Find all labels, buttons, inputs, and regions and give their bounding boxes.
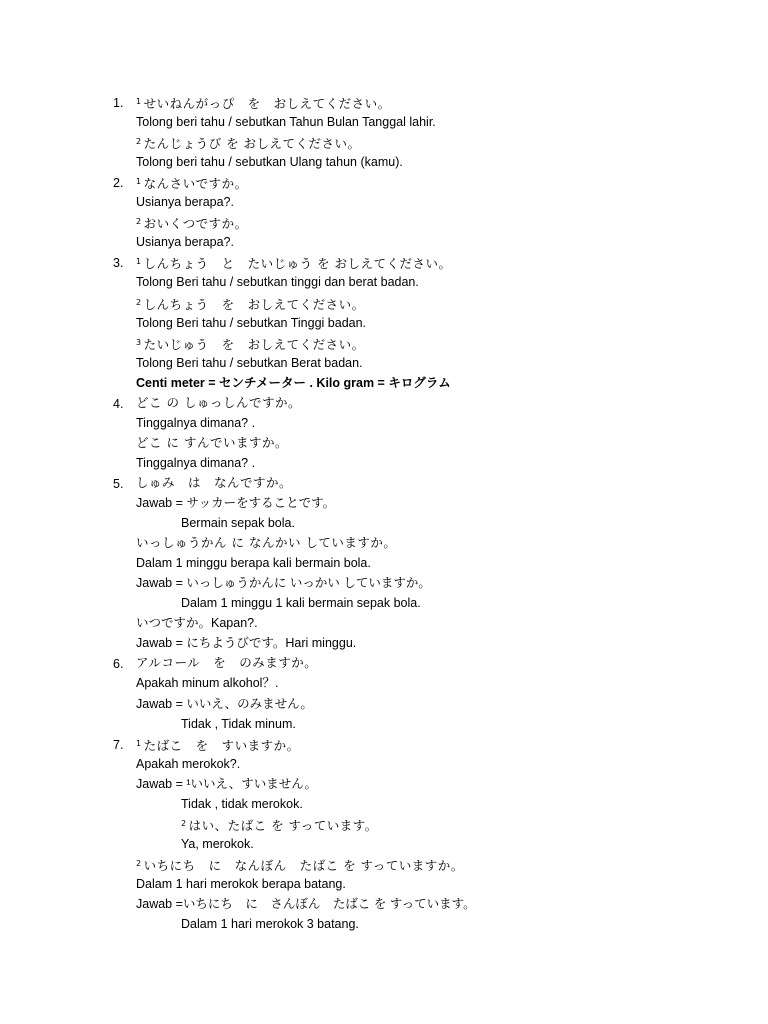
line-text: Tinggalnya dimana? .: [136, 455, 256, 470]
line-text: Tolong Beri tahu / sebutkan Berat badan.: [136, 355, 363, 370]
translation-line: [136, 696, 313, 712]
translation-line: [181, 796, 303, 812]
line-text: アルコール を のみますか。: [136, 655, 318, 671]
translation-line: [136, 234, 234, 250]
translation-line: [136, 635, 356, 651]
translation-line: [136, 776, 317, 792]
list-number: 7.: [113, 737, 124, 752]
superscript-number: 1: [136, 738, 142, 748]
translation-line: [136, 355, 363, 371]
line-text: Jawab = いいえ、のみません。: [136, 696, 313, 711]
line-text: Dalam 1 minggu berapa kali bermain bola.: [136, 556, 371, 571]
translation-line: [136, 555, 371, 571]
line-text: Dalam 1 minggu 1 kali bermain sepak bola.: [181, 596, 421, 611]
translation-line: [136, 154, 403, 170]
line-text: いつですか。Kapan?.: [136, 616, 258, 631]
line-text: Usianya berapa?.: [136, 195, 234, 210]
japanese-phrase: [136, 335, 365, 353]
line-text: Bermain sepak bola.: [181, 516, 295, 531]
line-text: Tinggalnya dimana? .: [136, 415, 256, 430]
translation-line: [136, 756, 240, 772]
translation-line: [136, 375, 451, 391]
japanese-phrase: [136, 94, 391, 112]
translation-line: [136, 415, 255, 431]
line-text: Jawab = いっしゅうかんに いっかい していますか。: [136, 576, 431, 591]
translation-line: [136, 675, 278, 691]
line-text: おいくつですか。: [143, 216, 248, 232]
line-text: なんさいですか。: [143, 176, 248, 192]
translation-line: [136, 455, 255, 471]
superscript-number: 2: [136, 217, 142, 227]
line-text: Jawab = にちようびです。Hari minggu.: [136, 636, 357, 651]
line-text: しんちょう と たいじゅう を おしえてください。: [143, 256, 452, 272]
line-text: Jawab = ¹いいえ、すいません。: [136, 776, 318, 791]
japanese-phrase: [136, 395, 301, 411]
list-number: 1.: [113, 96, 124, 110]
line-text: Tolong beri tahu / sebutkan Tahun Bulan Tanggal lahir.: [136, 115, 436, 130]
list-number: 4.: [113, 396, 124, 411]
superscript-number: 2: [136, 137, 142, 147]
superscript-number: 2: [136, 858, 142, 868]
line-text: Tidak , Tidak minum.: [181, 716, 296, 731]
japanese-phrase: [136, 655, 317, 671]
japanese-phrase: [136, 736, 300, 754]
japanese-phrase: [136, 435, 288, 451]
translation-line: [136, 315, 366, 331]
list-number: 5.: [113, 476, 124, 491]
line-text: いっしゅうかん に なんかい していますか。: [136, 535, 397, 551]
line-text: Tolong Beri tahu / sebutkan Tinggi badan.: [136, 315, 367, 330]
line-text: はい、たばこ を すっています。: [188, 817, 378, 833]
line-text: Dalam 1 hari merokok 3 batang.: [181, 917, 359, 932]
list-number: 2.: [113, 176, 124, 191]
translation-line: [136, 114, 436, 130]
line-text: Dalam 1 hari merokok berapa batang.: [136, 876, 346, 891]
line-text: Apakah merokok?.: [136, 756, 241, 771]
japanese-phrase: [136, 134, 361, 152]
japanese-phrase: [136, 535, 396, 551]
superscript-number: 1: [136, 177, 142, 187]
line-text: たいじゅう を おしえてください。: [143, 336, 365, 352]
line-text: Apakah minum alkohol？.: [136, 676, 279, 691]
translation-line: [136, 896, 476, 912]
line-text: Ya, merokok.: [181, 836, 254, 851]
superscript-number: 3: [136, 337, 142, 347]
translation-line: [136, 575, 431, 591]
line-text: Tolong beri tahu / sebutkan Ulang tahun (kamu).: [136, 155, 403, 170]
list-number: 3.: [113, 256, 124, 271]
line-text: Jawab =いちにち に さんぼん たばこ を すっています。: [136, 897, 476, 911]
line-text: Centi meter = センチメーター . Kilo gram = キログラム: [136, 375, 451, 390]
japanese-phrase: [136, 295, 365, 313]
japanese-phrase: [136, 254, 452, 272]
superscript-number: 2: [181, 818, 187, 828]
translation-line: [136, 615, 258, 631]
line-text: Jawab = サッカーをすることです。: [136, 496, 336, 510]
line-text: しゅみ は なんですか。: [136, 474, 293, 490]
japanese-phrase: [136, 174, 248, 192]
superscript-number: 2: [136, 297, 142, 307]
line-text: しんちょう を おしえてください。: [143, 296, 365, 312]
list-number: 6.: [113, 657, 124, 672]
translation-line: [136, 274, 419, 290]
line-text: いちにち に なんぼん たばこ を すっていますか。: [143, 857, 464, 873]
translation-line: [181, 836, 254, 852]
japanese-phrase: [136, 856, 464, 874]
line-text: Tidak , tidak merokok.: [181, 796, 303, 811]
superscript-number: 1: [136, 257, 142, 267]
line-text: Usianya berapa?.: [136, 235, 234, 250]
line-text: たばこ を すいますか。: [143, 737, 300, 753]
line-text: Tolong Beri tahu / sebutkan tinggi dan berat badan.: [136, 275, 419, 290]
translation-line: [136, 194, 234, 210]
japanese-phrase: [136, 475, 292, 491]
translation-line: [181, 716, 296, 732]
japanese-phrase: [136, 214, 248, 232]
translation-line: [136, 876, 346, 892]
translation-line: [136, 495, 335, 511]
superscript-number: 1: [136, 97, 142, 106]
translation-line: [181, 916, 359, 932]
line-text: どこ の しゅっしんですか。: [136, 394, 301, 410]
translation-line: [181, 595, 421, 611]
line-text: たんじょうび を おしえてください。: [143, 136, 361, 152]
line-text: どこ に すんでいますか。: [136, 434, 288, 450]
translation-line: [181, 515, 295, 531]
japanese-phrase: [181, 816, 378, 834]
line-text: せいねんがっぴ を おしえてください。: [143, 96, 391, 111]
